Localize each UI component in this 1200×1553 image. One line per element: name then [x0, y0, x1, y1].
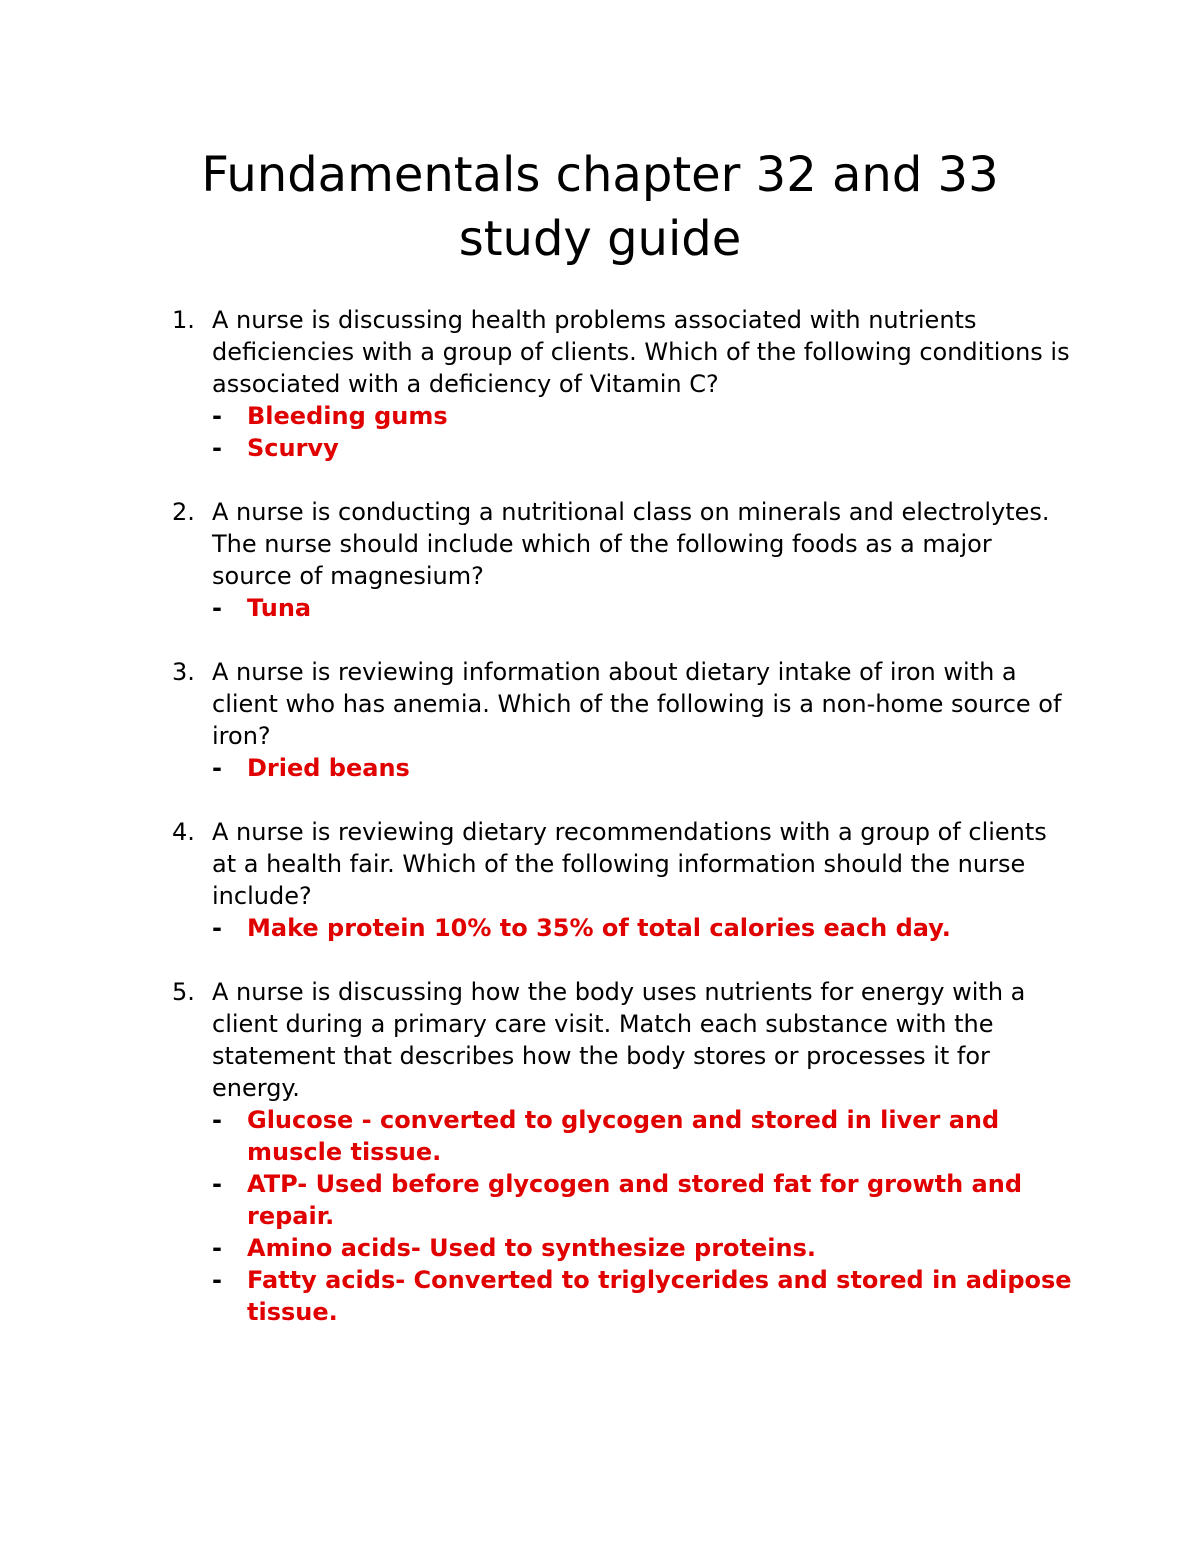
answer-text: Scurvy [247, 434, 339, 462]
dash-bullet: - [212, 754, 222, 782]
question-text: A nurse is discussing health problems associated with nutrients deficiencies with a group of clients. Which of the following conditions is associated with a deficiency of Vitamin C? [212, 306, 1070, 398]
answer-list [0, 400, 1200, 464]
dash-bullet: - [212, 1106, 222, 1134]
answer-item [212, 752, 1077, 784]
question-item [0, 976, 1200, 1328]
answer-text: Amino acids- Used to synthesize proteins. [247, 1234, 817, 1262]
answer-text: Glucose - converted to glycogen and stored in liver and muscle tissue. [247, 1106, 1000, 1166]
answer-item [212, 1232, 1077, 1264]
answer-text: Dried beans [247, 754, 410, 782]
answer-item [212, 400, 1077, 432]
question-item [0, 816, 1200, 944]
dash-bullet: - [212, 914, 222, 942]
answer-item [212, 432, 1077, 464]
answer-text: Bleeding gums [247, 402, 448, 430]
question-item [0, 304, 1200, 464]
answer-text: Tuna [247, 594, 312, 622]
answer-list [0, 912, 1200, 944]
dash-bullet: - [212, 402, 222, 430]
answer-item [212, 1264, 1077, 1328]
answer-list [0, 1104, 1200, 1328]
dash-bullet: - [212, 1266, 222, 1294]
answer-list [0, 752, 1200, 784]
question-number: 4. [172, 818, 195, 846]
answer-text: Make protein 10% to 35% of total calories each day. [247, 914, 951, 942]
question-number: 5. [172, 978, 195, 1006]
dash-bullet: - [212, 434, 222, 462]
title-line-2: study guide [458, 211, 742, 267]
title-line-1: Fundamentals chapter 32 and 33 [201, 147, 999, 203]
document-title [100, 143, 1100, 271]
dash-bullet: - [212, 594, 222, 622]
question-number: 3. [172, 658, 195, 686]
answer-text: ATP- Used before glycogen and stored fat for growth and repair. [247, 1170, 1023, 1230]
question-text: A nurse is reviewing dietary recommendations with a group of clients at a health fair. Which of the following information should the nurse include? [212, 818, 1047, 910]
question-text: A nurse is discussing how the body uses nutrients for energy with a client during a primary care visit. Match each substance with the statement that describes how the body stores or processes it for energy. [212, 978, 1026, 1102]
question-text: A nurse is conducting a nutritional class on minerals and electrolytes. The nurse should include which of the following foods as a major source of magnesium? [212, 498, 1050, 590]
answer-list [0, 592, 1200, 624]
answer-text: Fatty acids- Converted to triglycerides and stored in adipose tissue. [247, 1266, 1072, 1326]
dash-bullet: - [212, 1234, 222, 1262]
question-number: 1. [172, 306, 195, 334]
answer-item [212, 1168, 1077, 1232]
answer-item [212, 592, 1077, 624]
question-list [0, 304, 1200, 1360]
question-number: 2. [172, 498, 195, 526]
question-item [0, 656, 1200, 784]
question-text: A nurse is reviewing information about dietary intake of iron with a client who has anemia. Which of the following is a non-home source of iron? [212, 658, 1062, 750]
dash-bullet: - [212, 1170, 222, 1198]
answer-item [212, 912, 1077, 944]
answer-item [212, 1104, 1077, 1168]
question-item [0, 496, 1200, 624]
